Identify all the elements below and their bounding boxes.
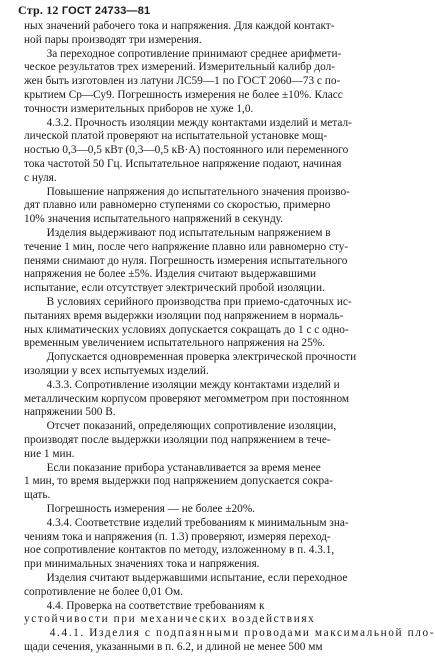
text-line: 4.3.2. Прочность изоляции между контактами изделий и метал-: [24, 116, 352, 129]
text-line: 1 мин, то время выдержки под напряжением допускается сокра-: [24, 475, 333, 488]
text-line: ностью 0,3—0,5 кВт (0,3—0,5 кВ·А) постоянного или переменного: [24, 144, 349, 157]
text-line: щади сечения, указанными в п. 6.2, и длиной не менее 500 мм: [24, 641, 323, 653]
text-line: с нуля.: [24, 171, 57, 184]
text-line: дят плавно или равномерно ступенями со скоростью, примерно: [24, 199, 331, 212]
text-line: 4.3.3. Сопротивление изоляции между контактами изделий и: [24, 378, 340, 391]
text-line: 4.4. Проверка на соответствие требованиям к: [24, 599, 265, 612]
text-line: напряжении 500 В.: [24, 406, 116, 419]
text-line: За переходное сопротивление принимают среднее арифмети-: [24, 47, 342, 60]
text-line: изоляции у всех испытуемых изделий.: [24, 365, 209, 377]
text-line: Погрешность измерения — не более ±20%.: [24, 503, 256, 515]
text-line: временным увеличением испытательного напряжения на 25%.: [24, 337, 325, 350]
text-line: при минимальных значениях тока и напряжения.: [24, 558, 260, 571]
page-label: Стр. 12: [18, 3, 59, 17]
text-line: чениям тока и напряжения (п. 1.3) проверяют, измеряя переход-: [24, 530, 331, 543]
text-line: крытием Ср—Су9. Погрешность измерения не более ±10%. Класс: [24, 89, 343, 101]
text-line: ных значений рабочего тока и напряжения. Для каждой контакт-: [24, 20, 335, 32]
text-line: металлическим корпусом проверяют мегомметром при постоянном: [24, 392, 350, 405]
text-line: 10% значения испытательного напряжений в секунду.: [24, 213, 284, 226]
text-line: испытание, если отсутствует электрический пробой изоляции.: [24, 282, 325, 295]
text-line: Если показание прибора устанавливается за время менее: [24, 461, 321, 474]
text-line: точности измерительных приборов не хуже 1,0.: [24, 102, 254, 115]
text-line: ной пары производят три измерения.: [24, 33, 202, 46]
text-line: тока частотой 50 Гц. Испытательное напряжение подают, начиная: [24, 158, 342, 170]
text-line: ние 1 мин.: [24, 447, 75, 460]
text-line: пытаниях время выдержки изоляции под напряжением в нормаль-: [24, 309, 344, 322]
text-line: 4.4.1. Изделия с подпаянными проводами максимальной пло-: [24, 627, 435, 640]
text-line: жен быть изготовлен из латуни ЛС59—1 по ГОСТ 2060—73 с по-: [24, 75, 341, 88]
text-line: течение 1 мин, после чего напряжение плавно или равномерно сту-: [24, 240, 349, 253]
text-line: Допускается одновременная проверка электрической прочности: [24, 351, 357, 364]
text-line: щать.: [24, 489, 51, 502]
text-line: 4.3.4. Соответствие изделий требованиям к минимальным зна-: [24, 516, 349, 529]
text-line: лической платой проверяют на испытательной установке мощ-: [24, 130, 328, 143]
text-line: устойчивости при механических воздействиях: [24, 613, 316, 626]
text-line: сопротивление не более 0,01 Ом.: [24, 585, 183, 598]
text-line: Повышение напряжения до испытательного значения произво-: [24, 185, 350, 198]
text-line: В условиях серийного производства при приемо-сдаточных ис-: [24, 296, 352, 308]
standard-code: ГОСТ 24733—81: [61, 5, 151, 17]
text-line: ное сопротивление контактов по методу, изложенному в п. 4.3.1,: [24, 544, 335, 557]
page-header: [18, 3, 150, 18]
text-line: напряжения не более ±5%. Изделия считают выдержавшими: [24, 268, 317, 281]
text-line: пенями снимают до нуля. Погрешность измерения испытательного: [24, 254, 348, 267]
text-line: ческое результатов трех измерений. Измерительный калибр дол-: [24, 61, 336, 74]
text-line: Изделия выдерживают под испытательным напряжением в: [24, 227, 331, 239]
text-line: Отсчет показаний, определяющих сопротивление изоляции,: [24, 420, 337, 433]
text-line: производят после выдержки изоляции под напряжением в тече-: [24, 434, 331, 446]
text-line: Изделия считают выдержавшими испытание, если переходное: [24, 572, 348, 584]
text-line: ных климатических условиях допускается сокращать до 1 с с одно-: [24, 323, 349, 336]
